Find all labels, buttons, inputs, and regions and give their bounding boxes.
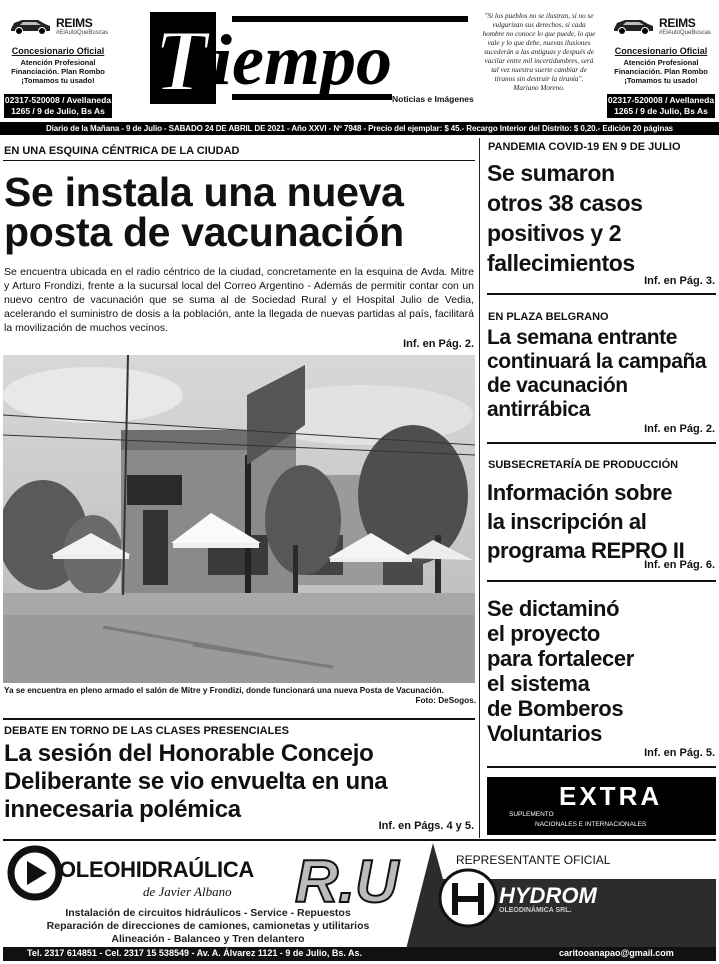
headline-line: de Bomberos: [487, 696, 624, 721]
divider: [487, 442, 716, 444]
main-headline[interactable]: [4, 169, 478, 255]
ad-line: ¡Tomamos tu usado!: [21, 76, 95, 85]
ad-brand-sub: #ElAutoQueBuscas: [659, 30, 712, 36]
header-ad-left[interactable]: [4, 4, 112, 120]
ad-address: 1265 / 9 de Julio, Bs As: [11, 106, 105, 116]
side-ref-4[interactable]: Inf. en Pág. 5.: [644, 747, 715, 759]
headline-line: la inscripción al: [487, 509, 647, 534]
headline-line: de vacunación: [487, 374, 628, 397]
ad-address: 1265 / 9 de Julio, Bs As: [614, 106, 708, 116]
ad-brand-sub: #ElAutoQueBuscas: [56, 30, 109, 36]
side-headline-2[interactable]: [487, 326, 706, 422]
headline-line: para fortalecer: [487, 646, 634, 671]
masthead-quote: "Si los pueblos no se ilustran, si no se vulgarizan sus derechos, si cada hombre no conoce lo que puede, lo que vale y lo que debe, nuevas ilusiones sucederán a las antiguas y después de vacilar entre mil incertidumbres, será tal vez nuestra suerte cambiar de tiranos sin destruir la tiranía". Mariano Moreno.: [482, 12, 596, 92]
ad-phone: 02317-520008 / Avellaneda: [607, 95, 715, 105]
main-kicker: EN UNA ESQUINA CÉNTRICA DE LA CIUDAD: [4, 145, 240, 157]
bottom-ad-services: [13, 907, 403, 946]
supplement-label: SUPLEMENTO: [509, 811, 554, 818]
headline-line: positivos y 2: [487, 220, 622, 246]
headline-line: innecesaria polémica: [4, 796, 241, 823]
bottom-ad-contact: Tel. 2317 614851 - Cel. 2317 15 538549 - Av. A. Álvarez 1121 - 9 de Julio, Bs. As.: [27, 948, 363, 958]
headline-line: Se dictaminó: [487, 596, 620, 621]
headline-line: programa REPRO II: [487, 538, 685, 563]
side-kicker-1: PANDEMIA COVID-19 EN 9 DE JULIO: [488, 141, 681, 153]
ad-brand: REIMS: [659, 16, 696, 30]
info-strip: Diario de la Mañana - 9 de Julio - SABADO 24 DE ABRIL DE 2021 - Año XXVI - Nº 7948 - Precio del ejemplar: $ 45.- Recargo Interior del Distrito: $ 0,20.- Edición 20 páginas: [0, 122, 719, 135]
bottom-ad-partner-sub: OLEODINÁMICA SRL.: [499, 907, 572, 914]
headline-line: otros 38 casos: [487, 190, 643, 216]
photo-caption: [4, 686, 476, 706]
side-headline-3[interactable]: [487, 478, 684, 565]
car-icon: [611, 14, 655, 36]
headline-line: Deliberante se vio envuelta en una: [4, 768, 388, 795]
ad-lines: [607, 58, 715, 85]
bottom-ad-owner: de Javier Albano: [143, 884, 232, 899]
bottom-ad-rep: REPRESENTANTE OFICIAL: [456, 853, 611, 867]
ad-line: ¡Tomamos tu usado!: [624, 76, 698, 85]
headline-line: antirrábica: [487, 398, 590, 421]
headline-line: Se sumaron: [487, 160, 615, 186]
bottom-ad-big: R.U: [295, 848, 399, 915]
ad-footer: [4, 94, 112, 118]
ad-line: Atención Profesional: [20, 58, 96, 67]
supplement-subtitle: NACIONALES E INTERNACIONALES: [535, 821, 647, 828]
masthead-logo[interactable]: [148, 10, 472, 106]
divider: [487, 293, 716, 295]
side-ref-3[interactable]: Inf. en Pág. 6.: [644, 559, 715, 571]
caption-text: Ya se encuentra en pleno armado el salón de Mitre y Frondizi, donde funcionará una nueva Posta de Vacunación.: [4, 686, 444, 695]
side-headline-4[interactable]: [487, 596, 634, 746]
main-ref[interactable]: Inf. en Pág. 2.: [403, 338, 474, 350]
main-lead: Se encuentra ubicada en el radio céntrico de la ciudad, concretamente en la esquina de Avda. Mitre y Arturo Frondizi, frente a la sucursal local del Correo Argentino - Además de permitir contar con un nuevo centro de vacunación que se suma al de Sociedad Rural y el Hospital Julio de Vedia, acelerando el suministro de dosis a la población, ante la llegada de nuevas partidas al país, facilitará la movilización de muchos vecinos.: [4, 266, 474, 334]
ad-line: Atención Profesional: [623, 58, 699, 67]
ad-title: Concesionario Oficial: [614, 46, 708, 56]
headline-line: Información sobre: [487, 480, 673, 505]
supplement-title: EXTRA: [559, 781, 663, 811]
divider: [487, 766, 716, 768]
bottom-ad[interactable]: [3, 843, 716, 961]
divider: [3, 718, 475, 720]
masthead-initial: T: [154, 13, 208, 106]
bottom-ad-brand: OLEOHIDRAÚLICA: [59, 857, 255, 882]
column-divider: [479, 138, 480, 838]
masthead-subtitle: Noticias e Imágenes: [392, 94, 474, 104]
ad-line: Financiación. Plan Rombo: [614, 67, 708, 76]
masthead-rest: iempo: [212, 20, 392, 100]
bottom-ad-email[interactable]: caritooanapao@gmail.com: [559, 948, 674, 958]
headline-line: La sesión del Honorable Concejo: [4, 740, 374, 767]
side-ref-2[interactable]: Inf. en Pág. 2.: [644, 423, 715, 435]
bottom-ad-partner: HYDROM: [499, 883, 597, 908]
divider: [3, 839, 716, 841]
headline-line: posta de vacunación: [4, 209, 404, 255]
second-ref[interactable]: Inf. en Págs. 4 y 5.: [378, 820, 474, 832]
side-kicker-3: SUBSECRETARÍA DE PRODUCCIÓN: [488, 459, 679, 471]
service-line: Reparación de direcciones de camiones, camionetas y utilitarios: [46, 920, 370, 932]
side-ref-1[interactable]: Inf. en Pág. 3.: [644, 275, 715, 287]
headline-line: La semana entrante: [487, 326, 678, 349]
divider: [3, 160, 475, 161]
supplement-box[interactable]: [487, 777, 716, 835]
service-line: Instalación de circuitos hidráulicos - Service - Repuestos: [65, 907, 351, 919]
main-photo: [3, 355, 475, 683]
ad-brand: REIMS: [56, 16, 93, 30]
ad-line: Financiación. Plan Rombo: [11, 67, 105, 76]
second-kicker: DEBATE EN TORNO DE LAS CLASES PRESENCIALES: [4, 725, 290, 737]
headline-line: el proyecto: [487, 621, 600, 646]
headline-line: el sistema: [487, 671, 590, 696]
ad-title: Concesionario Oficial: [11, 46, 105, 56]
headline-line: Se instala una nueva: [4, 169, 404, 215]
ad-lines: [4, 58, 112, 85]
ad-footer: [607, 94, 715, 118]
header-ad-right[interactable]: [607, 4, 715, 120]
second-headline[interactable]: [4, 740, 478, 824]
ad-phone: 02317-520008 / Avellaneda: [4, 95, 112, 105]
car-icon: [8, 14, 52, 36]
headline-line: continuará la campaña: [487, 350, 707, 373]
side-kicker-2: EN PLAZA BELGRANO: [488, 311, 609, 323]
side-headline-1[interactable]: [487, 158, 717, 278]
divider: [487, 580, 716, 582]
headline-line: fallecimientos: [487, 250, 635, 276]
photo-credit: Foto: DeSogos.: [415, 696, 476, 705]
service-line: Alineación - Balanceo y Tren delantero: [111, 933, 305, 945]
headline-line: Voluntarios: [487, 721, 602, 746]
